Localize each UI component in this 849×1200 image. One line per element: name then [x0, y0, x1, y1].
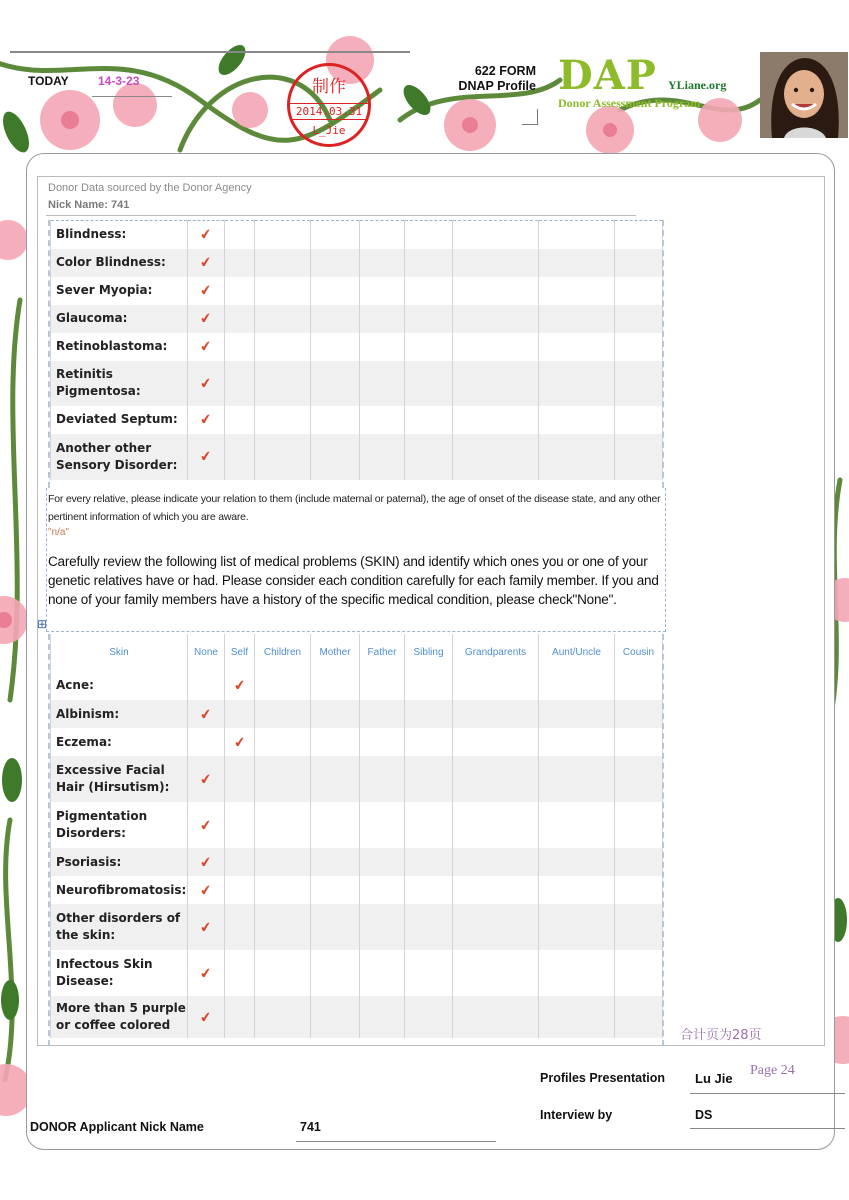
relative-cell [539, 756, 615, 802]
relative-cell [360, 361, 405, 406]
relative-cell [453, 277, 539, 305]
relative-cell [453, 996, 539, 1038]
relative-cell [615, 361, 663, 406]
condition-label: Retinitis Pigmentosa: [51, 361, 188, 406]
relative-cell [311, 904, 360, 950]
relative-note-answer: "n/a" [48, 527, 70, 538]
relative-cell [615, 434, 663, 480]
relative-cell [225, 361, 255, 406]
table-row [51, 221, 663, 249]
column-header: Aunt/Uncle [539, 634, 615, 670]
relative-cell [539, 728, 615, 756]
table-row [51, 950, 663, 996]
none-cell [188, 305, 225, 333]
relative-cell [405, 277, 453, 305]
condition-label: Pigmentation Disorders: [51, 802, 188, 848]
relative-cell [405, 670, 453, 700]
relative-cell [311, 700, 360, 728]
self-cell [225, 802, 255, 848]
self-cell [225, 996, 255, 1038]
relative-cell [539, 333, 615, 361]
relative-cell [311, 249, 360, 277]
dap-logo [558, 52, 727, 111]
relative-cell [615, 802, 663, 848]
relative-cell [453, 904, 539, 950]
skin-table-header [51, 634, 663, 670]
relative-cell [539, 277, 615, 305]
donor-photo-image [760, 52, 848, 138]
self-cell [225, 756, 255, 802]
self-cell [225, 904, 255, 950]
relative-cell [539, 802, 615, 848]
table-row [51, 406, 663, 434]
relative-cell [255, 996, 311, 1038]
applicant-value: 741 [300, 1120, 321, 1134]
table-row [51, 876, 663, 904]
relative-cell [453, 249, 539, 277]
relative-cell [405, 950, 453, 996]
relative-cell [311, 876, 360, 904]
relative-cell [255, 802, 311, 848]
checkmark-icon: ✔ [198, 253, 213, 271]
relative-cell [255, 904, 311, 950]
condition-label: Albinism: [51, 700, 188, 728]
relative-cell [615, 333, 663, 361]
relative-cell [311, 434, 360, 480]
nick-underline [46, 215, 636, 216]
stamp-line-1: 制作 [312, 77, 346, 97]
header-rule [10, 51, 410, 53]
relative-cell [539, 996, 615, 1038]
form-bracket [522, 109, 538, 125]
none-cell [188, 333, 225, 361]
relative-cell [311, 333, 360, 361]
relative-cell [453, 670, 539, 700]
relative-cell [255, 333, 311, 361]
table-left-border [48, 220, 50, 488]
relative-cell [539, 434, 615, 480]
checkmark-icon: ✔ [198, 704, 213, 723]
condition-label: Color Blindness: [51, 249, 188, 277]
relative-cell [360, 728, 405, 756]
relative-cell [360, 802, 405, 848]
applicant-label: DONOR Applicant Nick Name [30, 1120, 204, 1134]
stamp-name: L_Jie [312, 124, 346, 137]
relative-cell [255, 950, 311, 996]
relative-cell [405, 361, 453, 406]
relative-cell [311, 996, 360, 1038]
profiles-value: Lu Jie [695, 1071, 733, 1086]
page-number: Page 24 [750, 1063, 795, 1078]
red-seal-stamp [287, 63, 371, 147]
relative-cell [539, 305, 615, 333]
skin-table-body [51, 670, 663, 1038]
none-cell [188, 904, 225, 950]
none-cell [188, 406, 225, 434]
relative-cell [255, 305, 311, 333]
column-header: Father [360, 634, 405, 670]
condition-label: Sever Myopia: [51, 277, 188, 305]
relative-cell [539, 406, 615, 434]
relative-cell [539, 221, 615, 249]
self-cell [225, 670, 255, 700]
table-row [51, 277, 663, 305]
condition-label: Glaucoma: [51, 305, 188, 333]
column-header: Children [255, 634, 311, 670]
relative-cell [360, 333, 405, 361]
relative-cell [225, 406, 255, 434]
interview-value: DS [695, 1108, 713, 1122]
relative-cell [405, 249, 453, 277]
relative-cell [453, 848, 539, 876]
relative-cell [311, 277, 360, 305]
relative-cell [405, 756, 453, 802]
condition-label: Another other Sensory Disorder: [51, 434, 188, 480]
relative-cell [453, 333, 539, 361]
checkmark-icon: ✔ [198, 917, 213, 936]
relative-cell [453, 728, 539, 756]
relative-cell [255, 848, 311, 876]
relative-cell [360, 305, 405, 333]
table-row [51, 249, 663, 277]
table-right-border-2 [662, 634, 664, 1046]
today-underline [92, 96, 172, 97]
relative-cell [615, 249, 663, 277]
relative-cell [405, 700, 453, 728]
condition-label: Neurofibromatosis: [51, 876, 188, 904]
none-cell [188, 434, 225, 480]
table-row [51, 305, 663, 333]
relative-cell [615, 670, 663, 700]
checkmark-icon: ✔ [198, 337, 213, 355]
condition-label: Retinoblastoma: [51, 333, 188, 361]
condition-label: Infectous Skin Disease: [51, 950, 188, 996]
relative-cell [453, 802, 539, 848]
relative-cell [615, 756, 663, 802]
relative-cell [225, 305, 255, 333]
relative-cell [405, 305, 453, 333]
interview-label: Interview by [540, 1108, 613, 1122]
none-cell [188, 670, 225, 700]
total-pages-note: 合计页为28页 [680, 1028, 762, 1043]
none-cell [188, 848, 225, 876]
none-cell [188, 361, 225, 406]
none-cell [188, 950, 225, 996]
relative-cell [615, 728, 663, 756]
table-row [51, 756, 663, 802]
stamp-date: 2014.03.31 [290, 103, 368, 120]
relative-cell [311, 802, 360, 848]
table-row [51, 700, 663, 728]
today-date: 14-3-23 [98, 74, 140, 88]
relative-cell [539, 848, 615, 876]
relative-cell [360, 904, 405, 950]
none-cell [188, 221, 225, 249]
relative-cell [255, 700, 311, 728]
relative-cell [360, 406, 405, 434]
relative-cell [311, 361, 360, 406]
checkmark-icon: ✔ [198, 373, 213, 392]
table-left-border-2 [48, 634, 50, 1046]
relative-cell [255, 670, 311, 700]
nick-name: Nick Name: 741 [48, 199, 130, 211]
relative-cell [539, 904, 615, 950]
relative-cell [405, 333, 453, 361]
relative-cell [360, 848, 405, 876]
relative-cell [539, 670, 615, 700]
self-cell [225, 876, 255, 904]
relative-cell [615, 277, 663, 305]
table-row [51, 670, 663, 700]
column-header: Skin [51, 634, 188, 670]
checkmark-icon: ✔ [198, 309, 213, 327]
relative-cell [539, 249, 615, 277]
relative-cell [615, 700, 663, 728]
checkmark-icon: ✔ [198, 225, 213, 243]
relative-cell [615, 996, 663, 1038]
column-header: Sibling [405, 634, 453, 670]
relative-cell [453, 434, 539, 480]
checkmark-icon: ✔ [198, 963, 213, 982]
relative-cell [539, 361, 615, 406]
relative-cell [453, 700, 539, 728]
skin-instructions: Carefully review the following list of medical problems (SKIN) and identify which ones you or one of your genetic relatives have or had. Please consider each condition carefully for each family member. If you and none of your family members have a history of the specific medical condition, please check"None". [48, 554, 659, 607]
relative-cell [311, 406, 360, 434]
column-header: Self [225, 634, 255, 670]
condition-label: Acne: [51, 670, 188, 700]
checkmark-icon: ✔ [198, 410, 213, 428]
relative-cell [255, 876, 311, 904]
relative-cell [360, 876, 405, 904]
relative-cell [255, 221, 311, 249]
relative-cell [255, 756, 311, 802]
relative-cell [615, 876, 663, 904]
table-row [51, 904, 663, 950]
relative-cell [360, 700, 405, 728]
checkmark-icon: ✔ [198, 1007, 213, 1026]
self-cell [225, 848, 255, 876]
relative-cell [360, 434, 405, 480]
relative-cell [311, 221, 360, 249]
none-cell [188, 996, 225, 1038]
sourced-by-text: Donor Data sourced by the Donor Agency [48, 182, 252, 194]
relative-cell [453, 305, 539, 333]
table-row [51, 728, 663, 756]
relative-cell [615, 305, 663, 333]
form-label [440, 64, 536, 94]
relative-cell [311, 756, 360, 802]
logo-main: DAP [558, 52, 657, 99]
none-cell [188, 876, 225, 904]
checkmark-icon: ✔ [198, 281, 213, 299]
relative-cell [360, 670, 405, 700]
condition-label: Psoriasis: [51, 848, 188, 876]
relative-cell [225, 333, 255, 361]
condition-label: Eczema: [51, 728, 188, 756]
relative-cell [405, 904, 453, 950]
condition-label: Excessive Facial Hair (Hirsutism): [51, 756, 188, 802]
checkmark-icon: ✔ [198, 769, 213, 788]
relative-cell [615, 950, 663, 996]
column-header: Cousin [615, 634, 663, 670]
relative-note: For every relative, please indicate your relation to them (include maternal or paternal), the age of onset of the disease state, and any other pertinent information of which you are aware. [48, 493, 661, 523]
form-title: 622 FORM [474, 64, 536, 78]
table-row [51, 996, 663, 1038]
none-cell [188, 249, 225, 277]
none-cell [188, 700, 225, 728]
none-cell [188, 277, 225, 305]
logo-site: YLiane.org [668, 78, 727, 92]
table-row [51, 333, 663, 361]
condition-label: Blindness: [51, 221, 188, 249]
self-cell [225, 728, 255, 756]
relative-cell [539, 950, 615, 996]
relative-cell [255, 434, 311, 480]
column-header: Grandparents [453, 634, 539, 670]
relative-cell [360, 277, 405, 305]
relative-cell [405, 221, 453, 249]
relative-cell [405, 728, 453, 756]
table-row [51, 802, 663, 848]
relative-cell [615, 848, 663, 876]
relative-cell [255, 277, 311, 305]
relative-cell [225, 277, 255, 305]
relative-cell [615, 221, 663, 249]
condition-label: Other disorders of the skin: [51, 904, 188, 950]
relative-cell [453, 406, 539, 434]
sensory-table [50, 220, 663, 480]
relative-cell [360, 996, 405, 1038]
checkmark-icon: ✔ [198, 880, 213, 899]
relative-cell [453, 756, 539, 802]
checkmark-icon: ✔ [198, 447, 213, 465]
interview-underline [690, 1128, 845, 1129]
checkmark-icon: ✔ [198, 815, 213, 834]
relative-cell [360, 950, 405, 996]
relative-cell [311, 728, 360, 756]
applicant-underline [296, 1141, 496, 1142]
checkmark-icon: ✔ [232, 675, 247, 694]
relative-cell [255, 406, 311, 434]
relative-cell [405, 876, 453, 904]
relative-cell [453, 221, 539, 249]
checkmark-icon: ✔ [232, 732, 247, 751]
relative-cell [405, 406, 453, 434]
relative-cell [255, 361, 311, 406]
table-row [51, 848, 663, 876]
self-cell [225, 950, 255, 996]
table-anchor-icon: ⊞ [37, 617, 48, 631]
relative-cell [453, 361, 539, 406]
relative-cell [311, 848, 360, 876]
relative-cell [311, 670, 360, 700]
form-subtitle: DNAP Profile [458, 79, 536, 93]
none-cell [188, 728, 225, 756]
table-right-border [662, 220, 664, 488]
self-cell [225, 700, 255, 728]
column-header: None [188, 634, 225, 670]
relative-cell [405, 996, 453, 1038]
relative-cell [311, 305, 360, 333]
sensory-table-body [51, 221, 663, 480]
relative-cell [360, 756, 405, 802]
profiles-label: Profiles Presentation [540, 1071, 666, 1085]
none-cell [188, 756, 225, 802]
profiles-underline [690, 1093, 845, 1094]
relative-cell [311, 950, 360, 996]
relative-cell [453, 950, 539, 996]
relative-cell [360, 249, 405, 277]
donor-photo [760, 52, 848, 138]
relative-cell [615, 406, 663, 434]
checkmark-icon: ✔ [198, 852, 213, 871]
relative-cell [255, 728, 311, 756]
relative-cell [539, 700, 615, 728]
relative-cell [360, 221, 405, 249]
relative-cell [255, 249, 311, 277]
today-label: TODAY [28, 74, 69, 88]
skin-table [50, 634, 663, 1038]
logo-tagline: Donor Assessment Program [558, 96, 701, 110]
relative-cell [225, 221, 255, 249]
table-row [51, 434, 663, 480]
relative-cell [405, 434, 453, 480]
relative-cell [225, 434, 255, 480]
relative-cell [615, 904, 663, 950]
relative-cell [225, 249, 255, 277]
relative-cell [539, 876, 615, 904]
table-row [51, 361, 663, 406]
relative-cell [405, 848, 453, 876]
column-header: Mother [311, 634, 360, 670]
relative-cell [453, 876, 539, 904]
none-cell [188, 802, 225, 848]
condition-label: More than 5 purple or coffee colored [51, 996, 188, 1038]
relative-cell [405, 802, 453, 848]
condition-label: Deviated Septum: [51, 406, 188, 434]
